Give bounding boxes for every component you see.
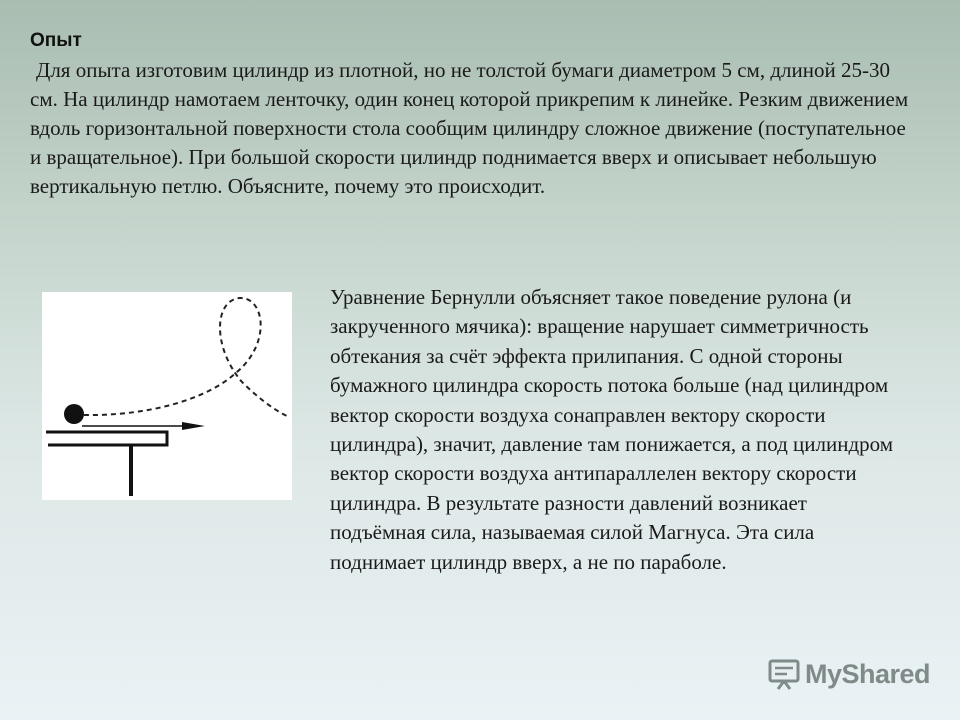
experiment-diagram (42, 292, 292, 500)
paper-cylinder (64, 404, 84, 424)
trajectory-path (84, 298, 287, 416)
myshared-watermark (767, 657, 930, 691)
presentation-board-icon (767, 657, 801, 691)
intro-paragraph (30, 56, 910, 201)
explanation-text: Уравнение Бернулли объясняет такое поведение рулона (и закрученного мячика): вращение нарушает симметричность обтекания за счёт эффекта прилипания. С одной стороны бумажного цилиндра скорость потока больше (над цилиндром вектор скорости воздуха сонаправлен вектору скорости цилиндра), значит, давление там понижается, а под цилиндром вектор скорости воздуха антипараллелен вектору скорости цилиндра. В результате разности давлений возникает подъёмная сила, называемая силой Магнуса. Эта сила поднимает цилиндр вверх, а не по параболе. (330, 285, 894, 574)
table-top (46, 432, 167, 445)
intro-text: Для опыта изготовим цилиндр из плотной, но не толстой бумаги диаметром 5 см, длиной 25-30 см. На цилиндр намотаем ленточку, один конец которой прикрепим к линейке. Резким движением вдоль горизонтальной поверхности стола сообщим цилиндру сложное движение (поступательное и вращательное). При большой скорости цилиндр поднимается вверх и описывает небольшую вертикальную петлю. Объясните, почему это происходит. (30, 58, 909, 198)
velocity-arrowhead (182, 422, 205, 430)
experiment-figure (42, 292, 292, 500)
slide-title: Опыт (30, 30, 82, 51)
watermark-text: MyShared (805, 658, 931, 689)
